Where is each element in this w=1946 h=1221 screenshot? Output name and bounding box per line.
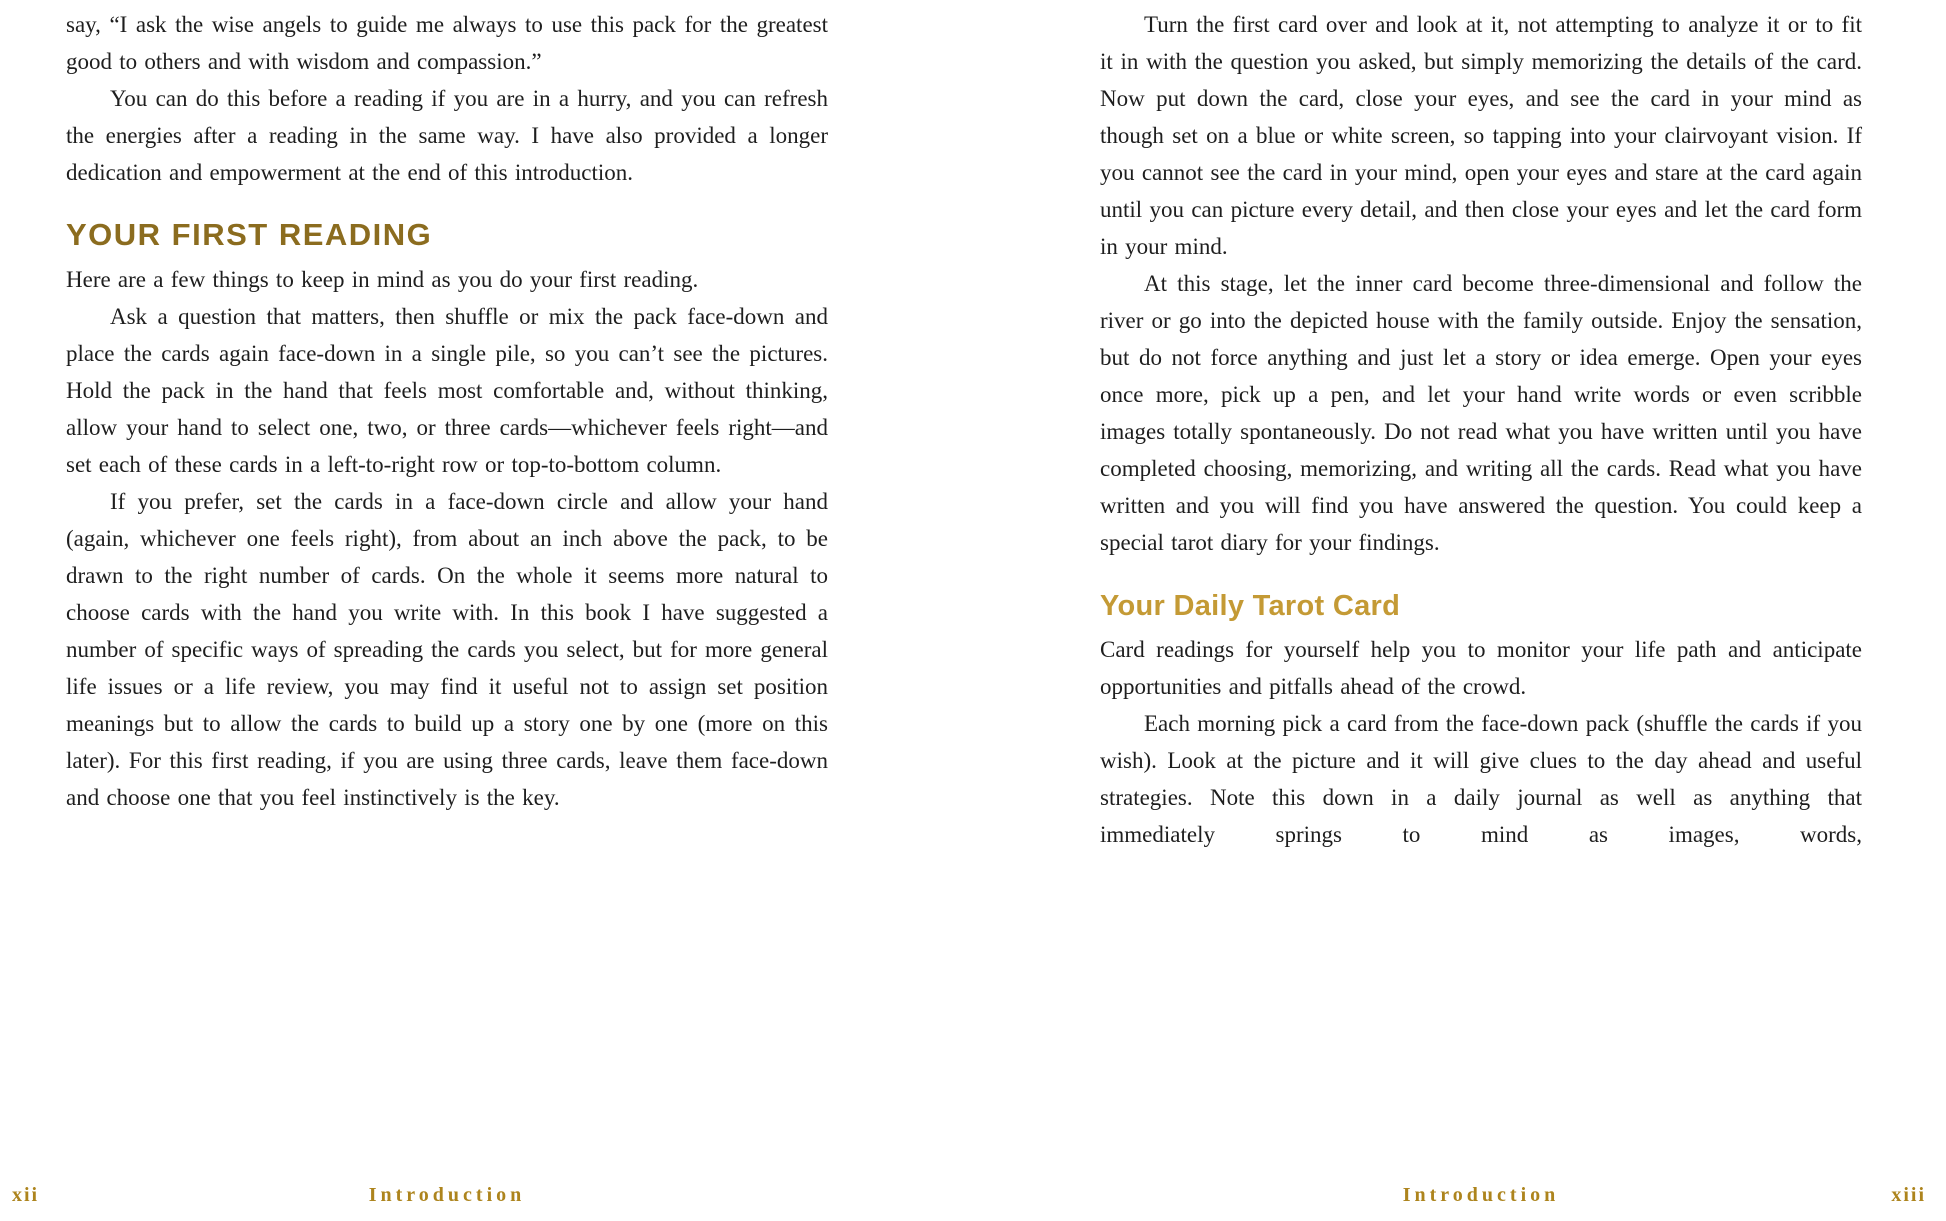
section-heading-your-first-reading: YOUR FIRST READING	[66, 217, 433, 252]
right-page-number: xiii	[1891, 1184, 1926, 1206]
left-running-title: Introduction	[368, 1184, 526, 1206]
paragraph: Card readings for yourself help you to monitor your life path and anticipate opportunities and pitfalls ahead of the crowd.	[1100, 637, 1862, 699]
left-page-number: xii	[12, 1184, 40, 1206]
paragraph: You can do this before a reading if you are in a hurry, and you can refresh the energies after a reading in the same way. I have also provided a longer dedication and empowerment at the end of this introduction.	[66, 86, 828, 185]
paragraph: At this stage, let the inner card become three-dimensional and follow the river or go into the depicted house with the family outside. Enjoy the sensation, but do not force anything and just let a story or idea emerge. Open your eyes once more, pick up a pen, and let your hand write words or even scribble images totally spontaneously. Do not read what you have written until you have completed choosing, memorizing, and writing all the cards. Read what you have written and you will find you have answered the question. You could keep a special tarot diary for your findings.	[1100, 271, 1862, 555]
paragraph: If you prefer, set the cards in a face-down circle and allow your hand (again, whichever one feels right), from about an inch above the pack, to be drawn to the right number of cards. On the whole it seems more natural to choose cards with the hand you write with. In this book I have suggested a number of specific ways of spreading the cards you select, but for more general life issues or a life review, you may find it useful not to assign set position meanings but to allow the cards to build up a story one by one (more on this later). For this first reading, if you are using three cards, leave them face-down and choose one that you feel instinctively is the key.	[66, 489, 828, 810]
section-heading-your-daily-tarot-card: Your Daily Tarot Card	[1100, 590, 1401, 622]
paragraph: say, “I ask the wise angels to guide me always to use this pack for the greatest good to others and with wisdom and compassion.”	[66, 12, 828, 74]
right-page-text-column	[1100, 6, 1862, 853]
paragraph: Here are a few things to keep in mind as you do your first reading.	[66, 267, 699, 292]
paragraph: Ask a question that matters, then shuffle or mix the pack face-down and place the cards again face-down in a single pile, so you can’t see the pictures. Hold the pack in the hand that feels most comfortable and, without thinking, allow your hand to select one, two, or three cards—whichever feels right—and set each of these cards in a left-to-right row or top-to-bottom column.	[66, 304, 828, 477]
right-running-title: Introduction	[1402, 1184, 1560, 1206]
paragraph: Turn the first card over and look at it, not attempting to analyze it or to fit it in with the question you asked, but simply memorizing the details of the card. Now put down the card, close your eyes, and see the card in your mind as though set on a blue or white screen, so tapping into your clairvoyant vision. If you cannot see the card in your mind, open your eyes and stare at the card again until you can picture every detail, and then close your eyes and let the card form in your mind.	[1100, 12, 1862, 259]
left-page-text-column	[66, 6, 828, 816]
paragraph: Each morning pick a card from the face-down pack (shuffle the cards if you wish). Look at the picture and it will give clues to the day ahead and useful strategies. Note this down in a daily journal as well as anything that immediately springs to mind as images, words,	[1100, 711, 1862, 847]
